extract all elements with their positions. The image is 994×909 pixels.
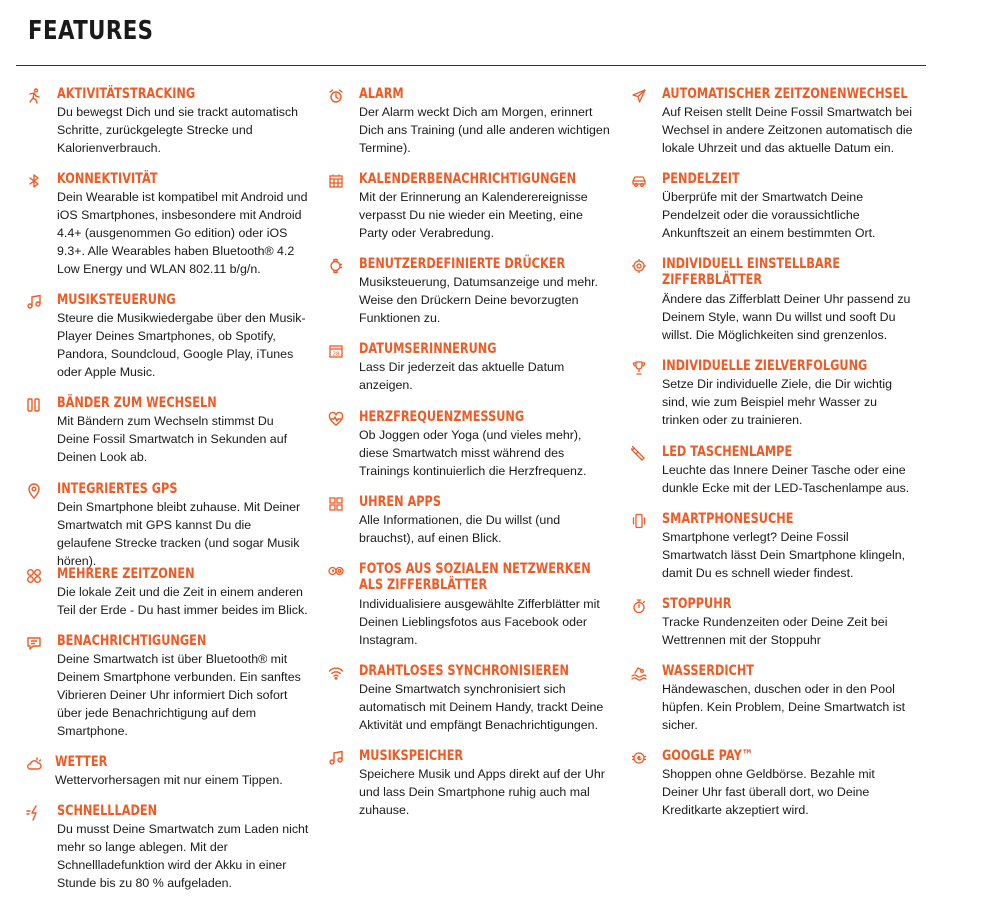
feature-description: Mit der Erinnerung an Kalenderereignisse verpasst Du nie wieder ein Meeting, eine Party oder Verabredung. (359, 190, 588, 240)
flashlight-icon (631, 446, 647, 462)
svg-text:28: 28 (332, 351, 340, 358)
feature-description: Der Alarm weckt Dich am Morgen, erinnert Dich ans Training (und alle anderen wichtigen Termine). (359, 105, 610, 155)
feature-description: Shoppen ohne Geldbörse. Bezahle mit Deiner Uhr fast überall dort, wo Deine Kreditkarte akzeptiert wird. (662, 767, 875, 817)
feature-description: Speichere Musik und Apps direkt auf der Uhr und lass Dein Smartphone ruhig auch mal zuhause. (359, 767, 605, 817)
feature-description: Du bewegst Dich und sie trackt automatisch Schritte, zurückgelegte Strecke und Kalorienverbrauch. (57, 105, 299, 155)
feature-description: Lass Dir jederzeit das aktuelle Datum anzeigen. (359, 360, 565, 392)
feature-description: Alle Informationen, die Du willst (und brauchst), auf einen Blick. (359, 513, 561, 545)
location-pin-icon (26, 483, 42, 499)
feature-title: KONNEKTIVITÄT (57, 171, 158, 187)
music-note-icon (26, 294, 42, 310)
watch-face-icon (631, 258, 647, 274)
alarm-clock-icon (328, 88, 344, 104)
feature-title: ALARM (359, 86, 404, 102)
feature-title: STOPPUHR (662, 596, 732, 612)
feature-title: MUSIKSPEICHER (359, 748, 464, 764)
calendar-icon (328, 173, 344, 189)
watch-buttons-icon (328, 258, 344, 274)
music-storage-icon (328, 750, 344, 766)
feature-title: BÄNDER ZUM WECHSELN (57, 395, 217, 411)
feature-title: MEHRERE ZEITZONEN (57, 566, 195, 582)
feature-description: Smartphone verlegt? Deine Fossil Smartwatch lässt Dein Smartphone klingeln, damit Du es schnell wieder findest. (662, 530, 906, 580)
chat-bubble-icon (26, 635, 42, 651)
feature-description: Individualisiere ausgewählte Zifferblätter mit Deinen Lieblingsfotos aus Facebook oder Instagram. (359, 597, 600, 647)
feature-title: LED TASCHENLAMPE (662, 444, 793, 460)
feature-description: Ob Joggen oder Yoga (und vieles mehr), diese Smartwatch misst während des Trainings kontinuierlich die Herzfrequenz. (359, 428, 587, 478)
feature-title: KALENDERBENACHRICHTIGUNGEN (359, 171, 577, 187)
feature-title: SCHNELLLADEN (57, 803, 158, 819)
time-zones-icon (26, 568, 42, 584)
feature-title: UHREN APPS (359, 494, 441, 510)
feature-title: INDIVIDUELLE ZIELVERFOLGUNG (662, 358, 868, 374)
feature-title: SMARTPHONESUCHE (662, 511, 794, 527)
feature-title: WASSERDICHT (662, 663, 755, 679)
feature-description: Dein Wearable ist kompatibel mit Android und iOS Smartphones, insbesondere mit Android 4.4+ (ausgenommen Go edition) oder iOS 9.3+. Alle Wearables haben Bluetooth® 4.2 Low Energy und WLAN 802.11 b/g/n. (57, 190, 308, 276)
airplane-icon (631, 88, 647, 104)
feature-description: Auf Reisen stellt Deine Fossil Smartwatch bei Wechsel in andere Zeitzonen automatisch die lokale Uhrzeit und das aktuelle Datum ein. (662, 105, 913, 155)
title-divider (16, 65, 926, 66)
feature-description: Wettervorhersagen mit nur einem Tippen. (55, 773, 283, 787)
date-icon (328, 343, 344, 359)
feature-title: PENDELZEIT (662, 171, 740, 187)
apps-grid-icon (328, 496, 344, 512)
feature-description: Setze Dir individuelle Ziele, die Dir wichtig sind, wie zum Beispiel mehr Wasser zu trinken oder zu trainieren. (662, 377, 893, 427)
feature-title: AKTIVITÄTSTRACKING (57, 86, 196, 102)
feature-description: Ändere das Zifferblatt Deiner Uhr passend zu Deinem Style, wann Du willst und sooft Du willst. Die Möglichkeiten sind grenzenlos. (662, 292, 911, 342)
page-title: FEATURES (28, 16, 154, 46)
feature-title: HERZFREQUENZMESSUNG (359, 409, 525, 425)
feature-description: Mit Bändern zum Wechseln stimmst Du Deine Fossil Smartwatch in Sekunden auf Deinen Look ab. (57, 414, 288, 464)
feature-description: Steure die Musikwiedergabe über den Musik-Player Deines Smartphones, ob Spotify, Pandora, Soundcloud, Google Play, iTunes oder Apple Music. (57, 311, 306, 379)
feature-title: BENUTZERDEFINIERTE DRÜCKER (359, 256, 566, 272)
wifi-icon (328, 665, 344, 681)
car-icon (631, 173, 647, 189)
google-pay-icon (631, 750, 647, 766)
feature-description: Du musst Deine Smartwatch zum Laden nicht mehr so lange ablegen. Mit der Schnellladefunktion wird der Akku in einer Stunde bis zu 80 % aufgeladen. (57, 822, 309, 890)
trophy-icon (631, 360, 647, 376)
social-photos-icon (328, 563, 344, 579)
weather-icon (26, 756, 42, 772)
feature-title: WETTER (55, 754, 108, 770)
stopwatch-icon (631, 598, 647, 614)
water-icon (631, 665, 647, 681)
watch-band-icon (26, 397, 42, 413)
feature-description: Musiksteuerung, Datumsanzeige und mehr. Weise den Drückern Deine bevorzugten Funktionen zu. (359, 275, 598, 325)
feature-description: Überprüfe mit der Smartwatch Deine Pendelzeit oder die voraussichtliche Ankunftszeit an einem bestimmten Ort. (662, 190, 876, 240)
feature-description: Händewaschen, duschen oder in den Pool hüpfen. Kein Problem, Deine Smartwatch ist sicher. (662, 682, 906, 732)
bluetooth-icon (26, 173, 42, 189)
feature-title: INTEGRIERTES GPS (57, 481, 178, 497)
feature-title: FOTOS AUS SOZIALEN NETZWERKEN ALS ZIFFERBLÄTTER (359, 561, 591, 593)
activity-icon (26, 88, 42, 104)
feature-title: INDIVIDUELL EINSTELLBARE ZIFFERBLÄTTER (662, 256, 841, 288)
feature-description: Deine Smartwatch ist über Bluetooth® mit Deinem Smartphone verbunden. Ein sanftes Vibrieren Deiner Uhr informiert Dich sofort über jede Benachrichtigung auf dem Smartphone. (57, 652, 301, 738)
feature-title: DATUMSERINNERUNG (359, 341, 497, 357)
feature-description: Dein Smartphone bleibt zuhause. Mit Deiner Smartwatch mit GPS kannst Du die gelaufene Strecke tracken (und sogar Musik hören). (57, 500, 301, 568)
feature-title: GOOGLE PAY™ (662, 748, 754, 764)
feature-description: Leuchte das Innere Deiner Tasche oder eine dunkle Ecke mit der LED-Taschenlampe aus. (662, 463, 910, 495)
feature-title: BENACHRICHTIGUNGEN (57, 633, 207, 649)
feature-description: Deine Smartwatch synchronisiert sich automatisch mit Deinem Handy, trackt Deine Aktivität und empfängt Benachrichtigungen. (359, 682, 604, 732)
fast-charge-icon (26, 805, 42, 821)
phone-vibrate-icon (631, 513, 647, 529)
feature-title: AUTOMATISCHER ZEITZONENWECHSEL (662, 86, 908, 102)
feature-description: Tracke Rundenzeiten oder Deine Zeit bei Wettrennen mit der Stoppuhr (662, 615, 888, 647)
feature-description: Die lokale Zeit und die Zeit in einem anderen Teil der Erde - Du hast immer beides im Blick. (57, 585, 308, 617)
feature-title: DRAHTLOSES SYNCHRONISIEREN (359, 663, 569, 679)
heart-rate-icon (328, 411, 344, 427)
feature-title: MUSIKSTEUERUNG (57, 292, 176, 308)
